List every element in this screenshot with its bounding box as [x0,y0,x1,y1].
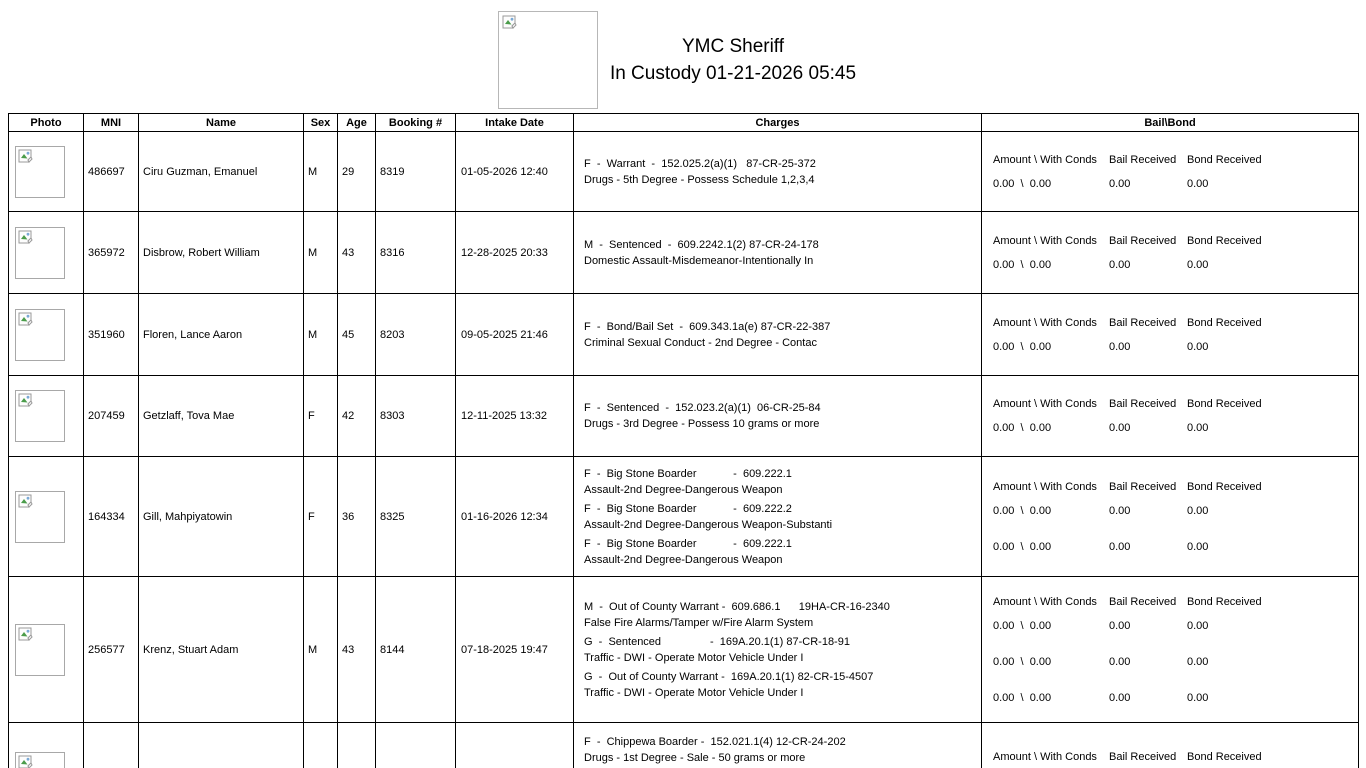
bail-amount-label: Amount \ With Conds [993,595,1097,608]
bail-received-value: 0.00 [1109,340,1131,353]
charge-item [584,599,977,631]
bail-bond-block [993,479,1355,555]
bail-received-label: Bail Received [1109,153,1177,166]
bond-received-label: Bond Received [1187,153,1262,166]
charge-statute-line: F - Warrant - 152.025.2(a)(1) 87-CR-25-372 [584,157,816,170]
column-header-age: Age [338,114,376,132]
charge-description-line: Traffic - DWI - Operate Motor Vehicle Under I [584,651,804,664]
broken-image-icon [18,149,35,164]
charge-statute-line: G - Out of County Warrant - 169A.20.1(1) 82-CR-15-4507 [584,670,874,683]
age-cell: 43 [338,577,376,723]
photo-placeholder-broken-image [15,624,65,676]
bail-bond-subheader [993,152,1355,168]
bail-amount-label: Amount \ With Conds [993,751,1097,763]
booking-cell: 8203 [376,294,456,376]
intake-date-cell: 12-11-2025 13:32 [456,376,574,457]
charge-item [584,156,977,188]
column-header-photo: Photo [9,114,84,132]
inmate-rows [9,132,1359,768]
bail-received-label: Bail Received [1109,595,1177,608]
booking-cell: 8303 [376,376,456,457]
report-title [598,33,868,87]
charge-description-line: Assault-2nd Degree-Dangerous Weapon [584,553,783,566]
inmate-row [9,723,1359,768]
bail-bond-cell [982,376,1359,457]
photo-placeholder-broken-image [15,227,65,279]
charge-description-line: Assault-2nd Degree-Dangerous Weapon [584,483,783,496]
inmate-row [9,294,1359,376]
bail-bond-subheader [993,749,1355,765]
charge-statute-line: F - Big Stone Boarder - 609.222.2 [584,502,792,515]
bail-amount-value: 0.00 \ 0.00 [993,258,1052,271]
inmate-row [9,577,1359,723]
booking-cell: 8319 [376,132,456,212]
intake-date-cell: 07-18-2025 19:47 [456,577,574,723]
charges-cell [574,132,982,212]
bail-values-row [993,420,1355,436]
charges-cell [574,212,982,294]
charge-item [584,466,977,498]
bail-received-value: 0.00 [1109,422,1131,434]
charges-list [584,599,977,701]
bail-amount-label: Amount \ With Conds [993,398,1097,410]
bail-values-row [993,339,1355,355]
bail-received-label: Bail Received [1109,480,1177,493]
bail-amount-label: Amount \ With Conds [993,480,1097,493]
photo-placeholder-broken-image [15,309,65,361]
bond-received-label: Bond Received [1187,316,1262,329]
broken-image-icon [18,312,35,327]
bail-values-row [993,690,1355,706]
charge-statute-line: F - Chippewa Boarder - 152.021.1(4) 12-CR-24-202 [584,736,846,748]
charge-statute-line: G - Sentenced - 169A.20.1(1) 87-CR-18-91 [584,635,850,648]
bail-amount-value: 0.00 \ 0.00 [993,422,1052,434]
bail-bond-subheader [993,315,1355,331]
sex-cell: M [304,212,338,294]
bail-received-value: 0.00 [1109,619,1131,632]
bail-received-value: 0.00 [1109,691,1131,704]
bail-received-label: Bail Received [1109,234,1177,247]
bail-received-value: 0.00 [1109,504,1131,517]
bail-bond-block [993,594,1355,706]
charge-statute-line: F - Sentenced - 152.023.2(a)(1) 06-CR-25-84 [584,402,821,414]
booking-cell [376,723,456,768]
charge-item [584,734,977,766]
bail-bond-block [993,749,1355,765]
bond-received-label: Bond Received [1187,398,1262,410]
booking-cell: 8325 [376,457,456,577]
bail-bond-cell [982,212,1359,294]
photo-cell [9,457,84,577]
mni-cell: 351960 [84,294,139,376]
table-header-row [9,114,1359,132]
intake-date-cell: 01-05-2026 12:40 [456,132,574,212]
bail-amount-value: 0.00 \ 0.00 [993,619,1052,632]
column-header-charges: Charges [574,114,982,132]
name-cell [139,723,304,768]
inmate-row [9,132,1359,212]
broken-image-icon [18,755,35,768]
charge-description-line: Drugs - 5th Degree - Possess Schedule 1,2,3,4 [584,173,815,186]
charge-statute-line: M - Out of County Warrant - 609.686.1 19HA-CR-16-2340 [584,600,890,613]
charges-list [584,400,977,432]
mni-cell: 486697 [84,132,139,212]
bail-values-row [993,618,1355,634]
name-cell: Krenz, Stuart Adam [139,577,304,723]
age-cell: 43 [338,212,376,294]
charges-cell [574,577,982,723]
bail-received-value: 0.00 [1109,177,1131,190]
column-header-booking: Booking # [376,114,456,132]
broken-image-icon [502,15,519,30]
report-header [0,0,1366,110]
mni-cell: 164334 [84,457,139,577]
charges-list [584,734,977,766]
name-cell: Ciru Guzman, Emanuel [139,132,304,212]
intake-date-cell: 12-28-2025 20:33 [456,212,574,294]
bail-bond-subheader [993,594,1355,610]
photo-placeholder-broken-image [15,752,65,768]
bail-amount-value: 0.00 \ 0.00 [993,691,1052,704]
bail-amount-value: 0.00 \ 0.00 [993,540,1052,553]
bail-amount-value: 0.00 \ 0.00 [993,340,1052,353]
charge-item [584,319,977,351]
bail-amount-label: Amount \ With Conds [993,316,1097,329]
bond-received-label: Bond Received [1187,480,1262,493]
bail-values-row [993,654,1355,670]
bail-bond-cell [982,577,1359,723]
photo-cell [9,132,84,212]
mni-cell: 207459 [84,376,139,457]
charges-list [584,319,977,351]
charges-list [584,237,977,269]
sex-cell: M [304,132,338,212]
charge-description-line: Assault-2nd Degree-Dangerous Weapon-Substanti [584,518,833,531]
bond-received-value: 0.00 [1187,258,1209,271]
charge-item [584,501,977,533]
mni-cell [84,723,139,768]
bond-received-label: Bond Received [1187,751,1262,763]
bail-bond-block [993,396,1355,436]
bail-bond-block [993,152,1355,192]
bail-bond-block [993,315,1355,355]
name-cell: Disbrow, Robert William [139,212,304,294]
charge-statute-line: F - Big Stone Boarder - 609.222.1 [584,467,792,480]
bond-received-value: 0.00 [1187,691,1209,704]
bond-received-value: 0.00 [1187,655,1209,668]
age-cell [338,723,376,768]
photo-cell [9,212,84,294]
charges-cell [574,723,982,768]
charge-statute-line: M - Sentenced - 609.2242.1(2) 87-CR-24-178 [584,238,819,251]
sex-cell: F [304,376,338,457]
bail-amount-value: 0.00 \ 0.00 [993,504,1052,517]
bond-received-value: 0.00 [1187,540,1209,553]
photo-placeholder-broken-image [15,146,65,198]
bail-values-row [993,257,1355,273]
age-cell: 36 [338,457,376,577]
bail-bond-subheader [993,396,1355,412]
bail-received-label: Bail Received [1109,316,1177,329]
bail-bond-cell [982,457,1359,577]
charges-cell [574,294,982,376]
bond-received-value: 0.00 [1187,504,1209,517]
report-title-line2: In Custody 01-21-2026 05:45 [609,63,857,84]
charge-statute-line: F - Bond/Bail Set - 609.343.1a(e) 87-CR-22-387 [584,320,831,333]
bail-values-row [993,539,1355,555]
photo-placeholder-broken-image [15,491,65,543]
charge-description-line: Criminal Sexual Conduct - 2nd Degree - Contac [584,336,817,349]
bail-amount-label: Amount \ With Conds [993,153,1097,166]
bail-values-row [993,503,1355,519]
charge-description-line: Traffic - DWI - Operate Motor Vehicle Under I [584,686,804,699]
name-cell: Floren, Lance Aaron [139,294,304,376]
age-cell: 42 [338,376,376,457]
bail-received-label: Bail Received [1109,398,1177,410]
bail-received-value: 0.00 [1109,258,1131,271]
bail-received-label: Bail Received [1109,751,1177,763]
charge-statute-line: F - Big Stone Boarder - 609.222.1 [584,537,792,550]
column-header-mni: MNI [84,114,139,132]
charges-cell [574,376,982,457]
bail-received-value: 0.00 [1109,540,1131,553]
photo-cell [9,376,84,457]
bail-bond-block [993,233,1355,273]
photo-cell [9,294,84,376]
sex-cell: M [304,577,338,723]
charge-description-line: Domestic Assault-Misdemeanor-Intentionally In [584,254,814,267]
charge-description-line: Drugs - 3rd Degree - Possess 10 grams or more [584,418,820,430]
bail-amount-value: 0.00 \ 0.00 [993,177,1052,190]
broken-image-icon [18,627,35,642]
bond-received-value: 0.00 [1187,177,1209,190]
booking-cell: 8144 [376,577,456,723]
report-title-line1: YMC Sheriff [681,36,785,57]
broken-image-icon [18,494,35,509]
bond-received-value: 0.00 [1187,422,1209,434]
column-header-name: Name [139,114,304,132]
bail-bond-subheader [993,233,1355,249]
bail-bond-cell [982,294,1359,376]
column-header-intake-date: Intake Date [456,114,574,132]
inmate-row [9,376,1359,457]
bail-values-row [993,176,1355,192]
charge-item [584,400,977,432]
intake-date-cell: 01-16-2026 12:34 [456,457,574,577]
sex-cell: F [304,457,338,577]
bail-received-value: 0.00 [1109,655,1131,668]
age-cell: 29 [338,132,376,212]
photo-placeholder-broken-image [15,390,65,442]
charges-list [584,156,977,188]
sex-cell: M [304,294,338,376]
inmate-row [9,212,1359,294]
bail-bond-cell [982,132,1359,212]
mni-cell: 256577 [84,577,139,723]
charges-cell [574,457,982,577]
age-cell: 45 [338,294,376,376]
charges-list [584,466,977,568]
column-header-sex: Sex [304,114,338,132]
mni-cell: 365972 [84,212,139,294]
broken-image-icon [18,230,35,245]
name-cell: Getzlaff, Tova Mae [139,376,304,457]
charge-item [584,237,977,269]
bail-amount-label: Amount \ With Conds [993,234,1097,247]
bail-bond-cell [982,723,1359,768]
charge-item [584,634,977,666]
photo-cell [9,723,84,768]
broken-image-icon [18,393,35,408]
column-header-bail-bond: Bail\Bond [982,114,1359,132]
sex-cell [304,723,338,768]
in-custody-table [8,113,1359,768]
charge-item [584,536,977,568]
intake-date-cell [456,723,574,768]
bail-amount-value: 0.00 \ 0.00 [993,655,1052,668]
bail-bond-subheader [993,479,1355,495]
report-logo-broken-image [498,11,598,109]
charge-description-line: Drugs - 1st Degree - Sale - 50 grams or more [584,752,806,764]
bond-received-value: 0.00 [1187,340,1209,353]
booking-cell: 8316 [376,212,456,294]
name-cell: Gill, Mahpiyatowin [139,457,304,577]
intake-date-cell: 09-05-2025 21:46 [456,294,574,376]
photo-cell [9,577,84,723]
bond-received-value: 0.00 [1187,619,1209,632]
charge-description-line: False Fire Alarms/Tamper w/Fire Alarm System [584,616,814,629]
bond-received-label: Bond Received [1187,595,1262,608]
bond-received-label: Bond Received [1187,234,1262,247]
inmate-row [9,457,1359,577]
charge-item [584,669,977,701]
